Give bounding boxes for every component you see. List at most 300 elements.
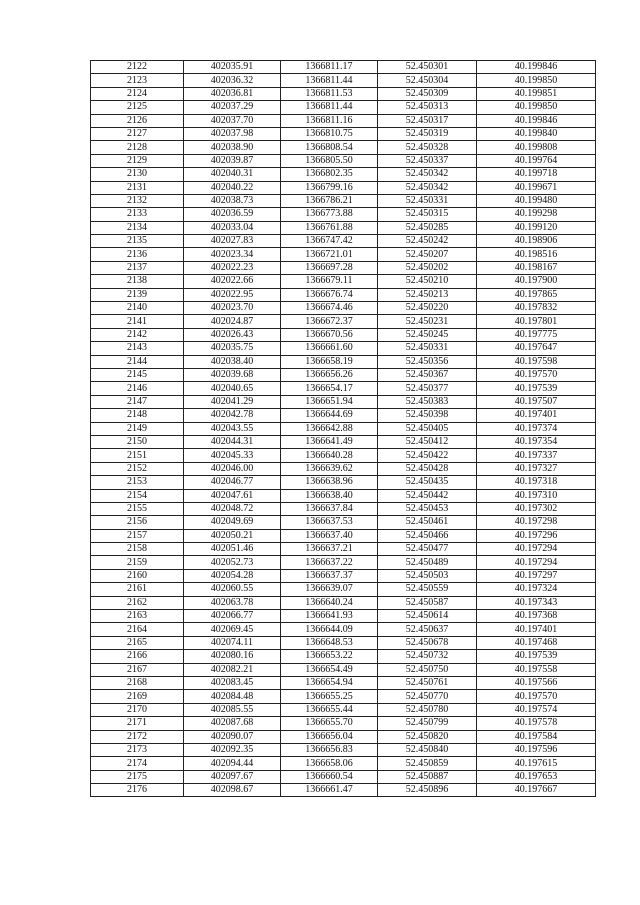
coordinate-table xyxy=(90,60,596,797)
point-number-cell: 2132 xyxy=(91,194,184,207)
x-coordinate-cell: 402023.34 xyxy=(184,248,281,261)
longitude-cell: 40.197374 xyxy=(477,422,596,435)
point-number-cell: 2171 xyxy=(91,717,184,730)
x-coordinate-cell: 402043.55 xyxy=(184,422,281,435)
latitude-cell: 52.450732 xyxy=(378,650,477,663)
latitude-cell: 52.450461 xyxy=(378,516,477,529)
longitude-cell: 40.197368 xyxy=(477,610,596,623)
x-coordinate-cell: 402036.59 xyxy=(184,208,281,221)
x-coordinate-cell: 402040.22 xyxy=(184,181,281,194)
point-number-cell: 2163 xyxy=(91,610,184,623)
longitude-cell: 40.198167 xyxy=(477,261,596,274)
longitude-cell: 40.199850 xyxy=(477,74,596,87)
x-coordinate-cell: 402035.75 xyxy=(184,342,281,355)
y-coordinate-cell: 1366799.16 xyxy=(281,181,378,194)
latitude-cell: 52.450840 xyxy=(378,743,477,756)
longitude-cell: 40.197801 xyxy=(477,315,596,328)
table-row xyxy=(91,690,596,703)
longitude-cell: 40.199851 xyxy=(477,87,596,100)
x-coordinate-cell: 402022.66 xyxy=(184,275,281,288)
point-number-cell: 2152 xyxy=(91,462,184,475)
point-number-cell: 2144 xyxy=(91,355,184,368)
point-number-cell: 2173 xyxy=(91,743,184,756)
table-row xyxy=(91,663,596,676)
latitude-cell: 52.450859 xyxy=(378,757,477,770)
latitude-cell: 52.450304 xyxy=(378,74,477,87)
x-coordinate-cell: 402035.91 xyxy=(184,61,281,74)
table-row xyxy=(91,435,596,448)
longitude-cell: 40.197302 xyxy=(477,502,596,515)
y-coordinate-cell: 1366661.60 xyxy=(281,342,378,355)
point-number-cell: 2146 xyxy=(91,382,184,395)
latitude-cell: 52.450367 xyxy=(378,368,477,381)
latitude-cell: 52.450770 xyxy=(378,690,477,703)
x-coordinate-cell: 402047.61 xyxy=(184,489,281,502)
y-coordinate-cell: 1366810.75 xyxy=(281,127,378,140)
point-number-cell: 2126 xyxy=(91,114,184,127)
point-number-cell: 2142 xyxy=(91,328,184,341)
latitude-cell: 52.450503 xyxy=(378,569,477,582)
latitude-cell: 52.450453 xyxy=(378,502,477,515)
table-row xyxy=(91,101,596,114)
x-coordinate-cell: 402023.70 xyxy=(184,302,281,315)
y-coordinate-cell: 1366651.94 xyxy=(281,395,378,408)
latitude-cell: 52.450780 xyxy=(378,703,477,716)
x-coordinate-cell: 402038.40 xyxy=(184,355,281,368)
point-number-cell: 2154 xyxy=(91,489,184,502)
y-coordinate-cell: 1366648.53 xyxy=(281,636,378,649)
y-coordinate-cell: 1366811.16 xyxy=(281,114,378,127)
table-row xyxy=(91,342,596,355)
point-number-cell: 2147 xyxy=(91,395,184,408)
table-row xyxy=(91,127,596,140)
y-coordinate-cell: 1366638.96 xyxy=(281,476,378,489)
x-coordinate-cell: 402092.35 xyxy=(184,743,281,756)
latitude-cell: 52.450356 xyxy=(378,355,477,368)
y-coordinate-cell: 1366670.56 xyxy=(281,328,378,341)
table-row xyxy=(91,409,596,422)
x-coordinate-cell: 402022.23 xyxy=(184,261,281,274)
x-coordinate-cell: 402069.45 xyxy=(184,623,281,636)
table-row xyxy=(91,784,596,797)
table-row xyxy=(91,529,596,542)
longitude-cell: 40.197507 xyxy=(477,395,596,408)
table-row xyxy=(91,168,596,181)
table-row xyxy=(91,476,596,489)
longitude-cell: 40.199840 xyxy=(477,127,596,140)
y-coordinate-cell: 1366637.37 xyxy=(281,569,378,582)
y-coordinate-cell: 1366642.88 xyxy=(281,422,378,435)
table-row xyxy=(91,221,596,234)
x-coordinate-cell: 402048.72 xyxy=(184,502,281,515)
x-coordinate-cell: 402039.87 xyxy=(184,154,281,167)
y-coordinate-cell: 1366640.28 xyxy=(281,449,378,462)
y-coordinate-cell: 1366773.88 xyxy=(281,208,378,221)
y-coordinate-cell: 1366654.17 xyxy=(281,382,378,395)
latitude-cell: 52.450317 xyxy=(378,114,477,127)
longitude-cell: 40.197615 xyxy=(477,757,596,770)
y-coordinate-cell: 1366637.53 xyxy=(281,516,378,529)
longitude-cell: 40.197775 xyxy=(477,328,596,341)
x-coordinate-cell: 402066.77 xyxy=(184,610,281,623)
x-coordinate-cell: 402045.33 xyxy=(184,449,281,462)
x-coordinate-cell: 402090.07 xyxy=(184,730,281,743)
longitude-cell: 40.197832 xyxy=(477,302,596,315)
point-number-cell: 2157 xyxy=(91,529,184,542)
y-coordinate-cell: 1366655.70 xyxy=(281,717,378,730)
x-coordinate-cell: 402094.44 xyxy=(184,757,281,770)
table-row xyxy=(91,623,596,636)
longitude-cell: 40.199850 xyxy=(477,101,596,114)
point-number-cell: 2148 xyxy=(91,409,184,422)
x-coordinate-cell: 402044.31 xyxy=(184,435,281,448)
longitude-cell: 40.197324 xyxy=(477,583,596,596)
point-number-cell: 2172 xyxy=(91,730,184,743)
table-row xyxy=(91,368,596,381)
latitude-cell: 52.450422 xyxy=(378,449,477,462)
table-row xyxy=(91,502,596,515)
table-row xyxy=(91,61,596,74)
table-row xyxy=(91,770,596,783)
point-number-cell: 2131 xyxy=(91,181,184,194)
y-coordinate-cell: 1366786.21 xyxy=(281,194,378,207)
x-coordinate-cell: 402046.77 xyxy=(184,476,281,489)
longitude-cell: 40.197584 xyxy=(477,730,596,743)
point-number-cell: 2128 xyxy=(91,141,184,154)
table-row xyxy=(91,315,596,328)
coordinate-table-body xyxy=(91,61,596,797)
y-coordinate-cell: 1366644.69 xyxy=(281,409,378,422)
y-coordinate-cell: 1366639.07 xyxy=(281,583,378,596)
latitude-cell: 52.450559 xyxy=(378,583,477,596)
y-coordinate-cell: 1366654.94 xyxy=(281,676,378,689)
longitude-cell: 40.199671 xyxy=(477,181,596,194)
latitude-cell: 52.450398 xyxy=(378,409,477,422)
latitude-cell: 52.450315 xyxy=(378,208,477,221)
longitude-cell: 40.197570 xyxy=(477,690,596,703)
longitude-cell: 40.197865 xyxy=(477,288,596,301)
table-row xyxy=(91,610,596,623)
y-coordinate-cell: 1366811.44 xyxy=(281,101,378,114)
point-number-cell: 2138 xyxy=(91,275,184,288)
x-coordinate-cell: 402026.43 xyxy=(184,328,281,341)
longitude-cell: 40.199764 xyxy=(477,154,596,167)
point-number-cell: 2123 xyxy=(91,74,184,87)
point-number-cell: 2136 xyxy=(91,248,184,261)
point-number-cell: 2160 xyxy=(91,569,184,582)
point-number-cell: 2153 xyxy=(91,476,184,489)
table-row xyxy=(91,181,596,194)
longitude-cell: 40.197468 xyxy=(477,636,596,649)
latitude-cell: 52.450587 xyxy=(378,596,477,609)
table-row xyxy=(91,650,596,663)
y-coordinate-cell: 1366721.01 xyxy=(281,248,378,261)
x-coordinate-cell: 402042.78 xyxy=(184,409,281,422)
point-number-cell: 2164 xyxy=(91,623,184,636)
longitude-cell: 40.197566 xyxy=(477,676,596,689)
y-coordinate-cell: 1366640.24 xyxy=(281,596,378,609)
latitude-cell: 52.450887 xyxy=(378,770,477,783)
point-number-cell: 2139 xyxy=(91,288,184,301)
x-coordinate-cell: 402098.67 xyxy=(184,784,281,797)
x-coordinate-cell: 402080.16 xyxy=(184,650,281,663)
latitude-cell: 52.450213 xyxy=(378,288,477,301)
latitude-cell: 52.450637 xyxy=(378,623,477,636)
x-coordinate-cell: 402084.48 xyxy=(184,690,281,703)
latitude-cell: 52.450678 xyxy=(378,636,477,649)
point-number-cell: 2151 xyxy=(91,449,184,462)
latitude-cell: 52.450319 xyxy=(378,127,477,140)
x-coordinate-cell: 402046.00 xyxy=(184,462,281,475)
table-row xyxy=(91,194,596,207)
table-row xyxy=(91,583,596,596)
y-coordinate-cell: 1366653.22 xyxy=(281,650,378,663)
x-coordinate-cell: 402050.21 xyxy=(184,529,281,542)
point-number-cell: 2124 xyxy=(91,87,184,100)
table-row xyxy=(91,462,596,475)
x-coordinate-cell: 402040.65 xyxy=(184,382,281,395)
table-row xyxy=(91,355,596,368)
table-row xyxy=(91,757,596,770)
y-coordinate-cell: 1366641.93 xyxy=(281,610,378,623)
longitude-cell: 40.197298 xyxy=(477,516,596,529)
x-coordinate-cell: 402037.70 xyxy=(184,114,281,127)
longitude-cell: 40.198906 xyxy=(477,235,596,248)
table-row xyxy=(91,730,596,743)
point-number-cell: 2165 xyxy=(91,636,184,649)
table-row xyxy=(91,569,596,582)
table-row xyxy=(91,636,596,649)
y-coordinate-cell: 1366761.88 xyxy=(281,221,378,234)
y-coordinate-cell: 1366805.50 xyxy=(281,154,378,167)
longitude-cell: 40.197598 xyxy=(477,355,596,368)
latitude-cell: 52.450207 xyxy=(378,248,477,261)
table-row xyxy=(91,703,596,716)
y-coordinate-cell: 1366661.47 xyxy=(281,784,378,797)
y-coordinate-cell: 1366672.37 xyxy=(281,315,378,328)
longitude-cell: 40.197574 xyxy=(477,703,596,716)
point-number-cell: 2156 xyxy=(91,516,184,529)
table-row xyxy=(91,743,596,756)
y-coordinate-cell: 1366658.06 xyxy=(281,757,378,770)
latitude-cell: 52.450896 xyxy=(378,784,477,797)
latitude-cell: 52.450231 xyxy=(378,315,477,328)
longitude-cell: 40.199718 xyxy=(477,168,596,181)
y-coordinate-cell: 1366655.25 xyxy=(281,690,378,703)
point-number-cell: 2145 xyxy=(91,368,184,381)
x-coordinate-cell: 402087.68 xyxy=(184,717,281,730)
point-number-cell: 2122 xyxy=(91,61,184,74)
longitude-cell: 40.197578 xyxy=(477,717,596,730)
latitude-cell: 52.450477 xyxy=(378,543,477,556)
latitude-cell: 52.450331 xyxy=(378,194,477,207)
latitude-cell: 52.450466 xyxy=(378,529,477,542)
y-coordinate-cell: 1366679.11 xyxy=(281,275,378,288)
y-coordinate-cell: 1366660.54 xyxy=(281,770,378,783)
longitude-cell: 40.199298 xyxy=(477,208,596,221)
point-number-cell: 2143 xyxy=(91,342,184,355)
latitude-cell: 52.450405 xyxy=(378,422,477,435)
longitude-cell: 40.197294 xyxy=(477,543,596,556)
latitude-cell: 52.450342 xyxy=(378,168,477,181)
longitude-cell: 40.197296 xyxy=(477,529,596,542)
x-coordinate-cell: 402074.11 xyxy=(184,636,281,649)
point-number-cell: 2133 xyxy=(91,208,184,221)
y-coordinate-cell: 1366644.09 xyxy=(281,623,378,636)
latitude-cell: 52.450337 xyxy=(378,154,477,167)
x-coordinate-cell: 402063.78 xyxy=(184,596,281,609)
point-number-cell: 2169 xyxy=(91,690,184,703)
longitude-cell: 40.199120 xyxy=(477,221,596,234)
point-number-cell: 2158 xyxy=(91,543,184,556)
table-row xyxy=(91,114,596,127)
table-row xyxy=(91,235,596,248)
table-row xyxy=(91,382,596,395)
point-number-cell: 2129 xyxy=(91,154,184,167)
table-row xyxy=(91,543,596,556)
point-number-cell: 2127 xyxy=(91,127,184,140)
table-row xyxy=(91,248,596,261)
y-coordinate-cell: 1366637.21 xyxy=(281,543,378,556)
longitude-cell: 40.197570 xyxy=(477,368,596,381)
point-number-cell: 2175 xyxy=(91,770,184,783)
latitude-cell: 52.450428 xyxy=(378,462,477,475)
longitude-cell: 40.199846 xyxy=(477,61,596,74)
y-coordinate-cell: 1366639.62 xyxy=(281,462,378,475)
latitude-cell: 52.450435 xyxy=(378,476,477,489)
latitude-cell: 52.450285 xyxy=(378,221,477,234)
latitude-cell: 52.450202 xyxy=(378,261,477,274)
table-row xyxy=(91,87,596,100)
longitude-cell: 40.197297 xyxy=(477,569,596,582)
latitude-cell: 52.450383 xyxy=(378,395,477,408)
y-coordinate-cell: 1366637.84 xyxy=(281,502,378,515)
x-coordinate-cell: 402085.55 xyxy=(184,703,281,716)
longitude-cell: 40.197596 xyxy=(477,743,596,756)
y-coordinate-cell: 1366654.49 xyxy=(281,663,378,676)
table-row xyxy=(91,141,596,154)
x-coordinate-cell: 402024.87 xyxy=(184,315,281,328)
y-coordinate-cell: 1366658.19 xyxy=(281,355,378,368)
latitude-cell: 52.450799 xyxy=(378,717,477,730)
y-coordinate-cell: 1366656.83 xyxy=(281,743,378,756)
point-number-cell: 2135 xyxy=(91,235,184,248)
longitude-cell: 40.197337 xyxy=(477,449,596,462)
longitude-cell: 40.197539 xyxy=(477,650,596,663)
y-coordinate-cell: 1366656.26 xyxy=(281,368,378,381)
y-coordinate-cell: 1366811.17 xyxy=(281,61,378,74)
y-coordinate-cell: 1366641.49 xyxy=(281,435,378,448)
x-coordinate-cell: 402037.98 xyxy=(184,127,281,140)
point-number-cell: 2168 xyxy=(91,676,184,689)
latitude-cell: 52.450313 xyxy=(378,101,477,114)
table-row xyxy=(91,154,596,167)
longitude-cell: 40.197558 xyxy=(477,663,596,676)
x-coordinate-cell: 402051.46 xyxy=(184,543,281,556)
x-coordinate-cell: 402060.55 xyxy=(184,583,281,596)
latitude-cell: 52.450210 xyxy=(378,275,477,288)
x-coordinate-cell: 402097.67 xyxy=(184,770,281,783)
table-row xyxy=(91,422,596,435)
longitude-cell: 40.197318 xyxy=(477,476,596,489)
latitude-cell: 52.450614 xyxy=(378,610,477,623)
y-coordinate-cell: 1366656.04 xyxy=(281,730,378,743)
table-row xyxy=(91,328,596,341)
table-row xyxy=(91,395,596,408)
point-number-cell: 2176 xyxy=(91,784,184,797)
point-number-cell: 2167 xyxy=(91,663,184,676)
table-row xyxy=(91,556,596,569)
latitude-cell: 52.450220 xyxy=(378,302,477,315)
longitude-cell: 40.198516 xyxy=(477,248,596,261)
longitude-cell: 40.197354 xyxy=(477,435,596,448)
y-coordinate-cell: 1366697.28 xyxy=(281,261,378,274)
x-coordinate-cell: 402049.69 xyxy=(184,516,281,529)
latitude-cell: 52.450750 xyxy=(378,663,477,676)
longitude-cell: 40.197310 xyxy=(477,489,596,502)
point-number-cell: 2140 xyxy=(91,302,184,315)
longitude-cell: 40.197647 xyxy=(477,342,596,355)
latitude-cell: 52.450820 xyxy=(378,730,477,743)
point-number-cell: 2166 xyxy=(91,650,184,663)
x-coordinate-cell: 402027.83 xyxy=(184,235,281,248)
longitude-cell: 40.197294 xyxy=(477,556,596,569)
x-coordinate-cell: 402083.45 xyxy=(184,676,281,689)
y-coordinate-cell: 1366637.22 xyxy=(281,556,378,569)
latitude-cell: 52.450412 xyxy=(378,435,477,448)
point-number-cell: 2149 xyxy=(91,422,184,435)
point-number-cell: 2137 xyxy=(91,261,184,274)
x-coordinate-cell: 402022.95 xyxy=(184,288,281,301)
point-number-cell: 2125 xyxy=(91,101,184,114)
table-row xyxy=(91,717,596,730)
longitude-cell: 40.199808 xyxy=(477,141,596,154)
latitude-cell: 52.450442 xyxy=(378,489,477,502)
longitude-cell: 40.199480 xyxy=(477,194,596,207)
latitude-cell: 52.450245 xyxy=(378,328,477,341)
table-row xyxy=(91,302,596,315)
longitude-cell: 40.197401 xyxy=(477,623,596,636)
y-coordinate-cell: 1366808.54 xyxy=(281,141,378,154)
longitude-cell: 40.197539 xyxy=(477,382,596,395)
y-coordinate-cell: 1366676.74 xyxy=(281,288,378,301)
latitude-cell: 52.450489 xyxy=(378,556,477,569)
y-coordinate-cell: 1366802.35 xyxy=(281,168,378,181)
latitude-cell: 52.450242 xyxy=(378,235,477,248)
x-coordinate-cell: 402036.81 xyxy=(184,87,281,100)
y-coordinate-cell: 1366747.42 xyxy=(281,235,378,248)
coordinate-table-page xyxy=(90,60,595,797)
longitude-cell: 40.199846 xyxy=(477,114,596,127)
point-number-cell: 2161 xyxy=(91,583,184,596)
table-row xyxy=(91,288,596,301)
longitude-cell: 40.197343 xyxy=(477,596,596,609)
latitude-cell: 52.450761 xyxy=(378,676,477,689)
x-coordinate-cell: 402041.29 xyxy=(184,395,281,408)
longitude-cell: 40.197327 xyxy=(477,462,596,475)
latitude-cell: 52.450328 xyxy=(378,141,477,154)
point-number-cell: 2170 xyxy=(91,703,184,716)
y-coordinate-cell: 1366674.46 xyxy=(281,302,378,315)
table-row xyxy=(91,275,596,288)
point-number-cell: 2141 xyxy=(91,315,184,328)
x-coordinate-cell: 402036.32 xyxy=(184,74,281,87)
latitude-cell: 52.450377 xyxy=(378,382,477,395)
x-coordinate-cell: 402038.73 xyxy=(184,194,281,207)
point-number-cell: 2159 xyxy=(91,556,184,569)
x-coordinate-cell: 402038.90 xyxy=(184,141,281,154)
latitude-cell: 52.450331 xyxy=(378,342,477,355)
